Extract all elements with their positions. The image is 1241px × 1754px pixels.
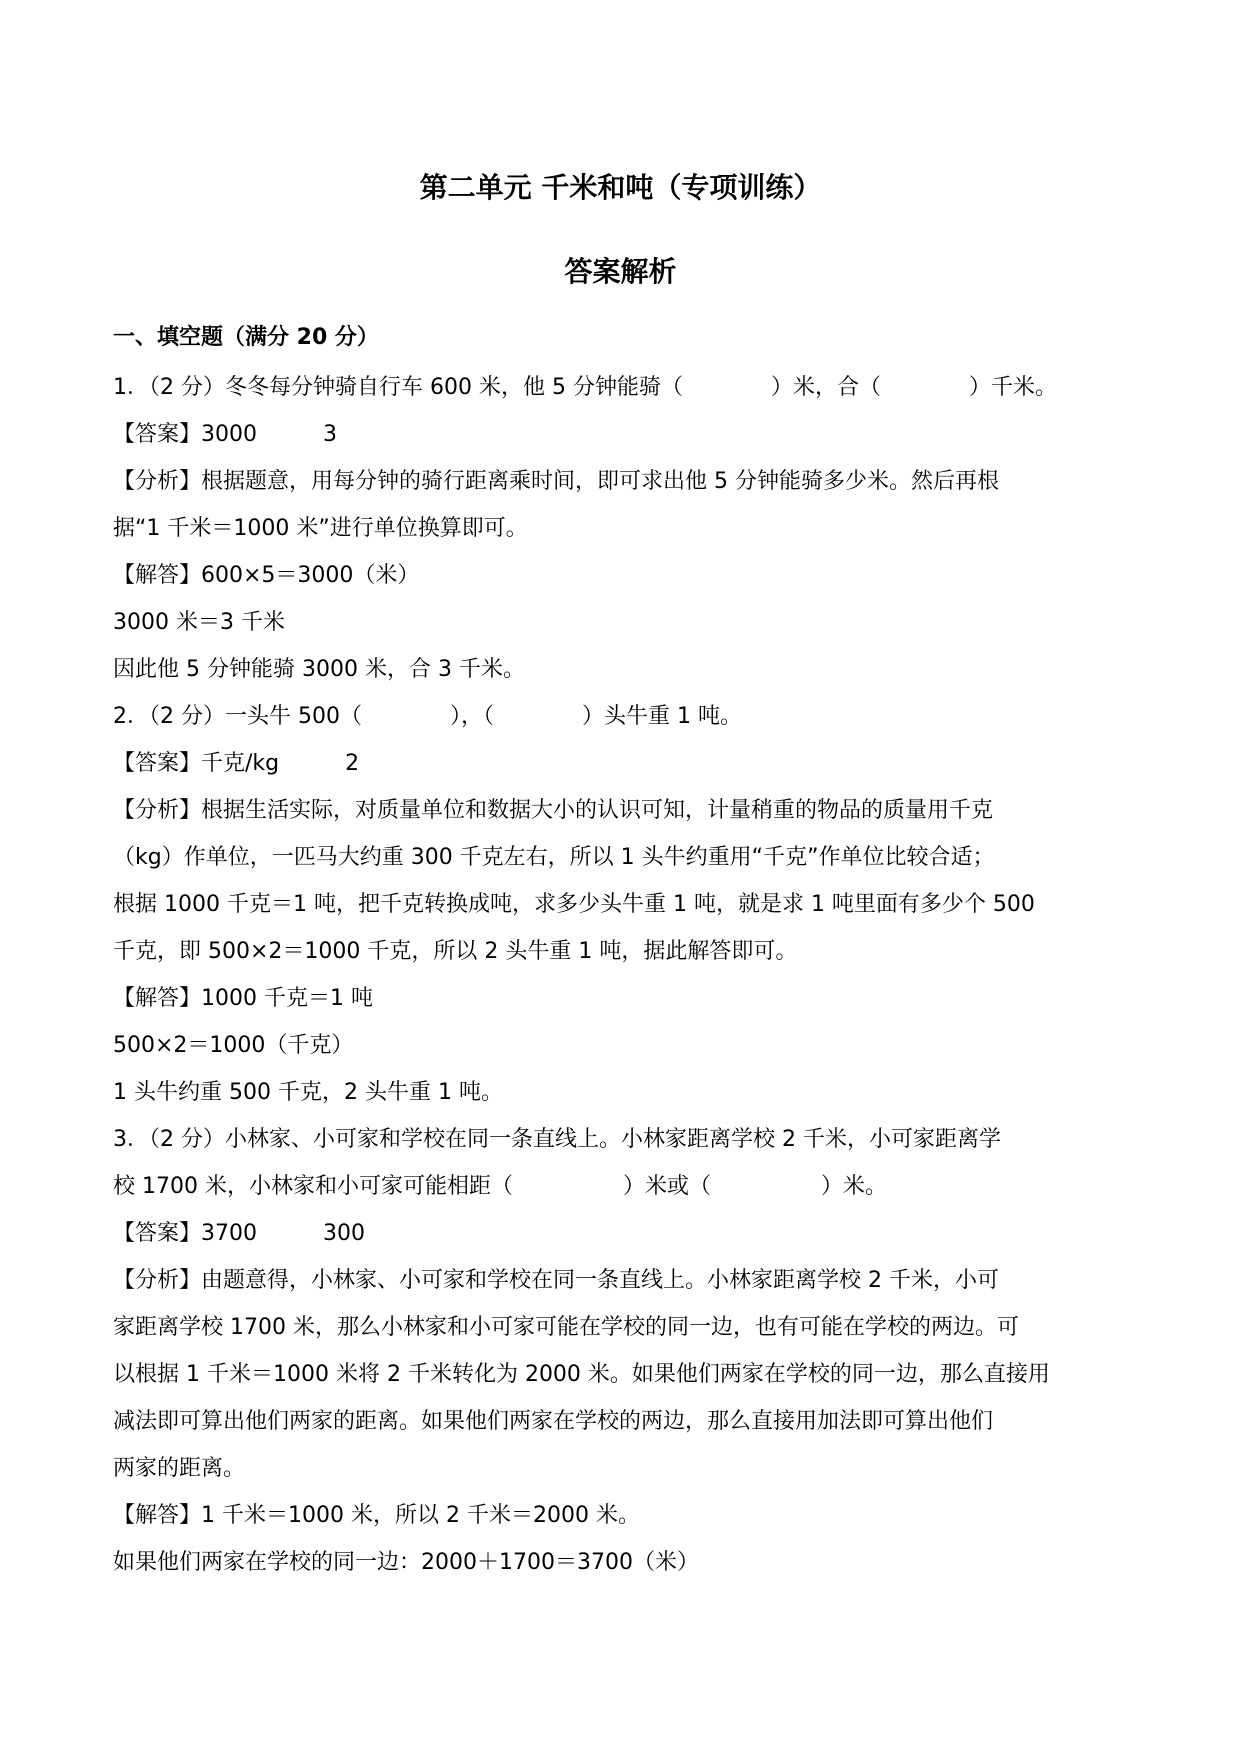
document-body (113, 364, 1133, 1586)
text-line: （kg）作单位，一匹马大约重 300 千克左右，所以 1 头牛约重用“千克”作单位比较合适； (113, 845, 995, 870)
text-line: 校 1700 米，小林家和小可家可能相距（ ）米或（ ）米。 (113, 1174, 887, 1199)
text-line: 500×2＝1000（千克） (113, 1033, 354, 1058)
text-line: 两家的距离。 (113, 1456, 246, 1481)
text-line: 【解答】600×5＝3000（米） (113, 563, 420, 588)
text-line: 家距离学校 1700 米，那么小林家和小可家可能在学校的同一边，也有可能在学校的两边。可 (113, 1315, 1019, 1340)
text-line: 【解答】1000 千克＝1 吨 (113, 986, 373, 1011)
text-line: 【答案】千克/kg 2 (113, 751, 360, 776)
text-line: 减法即可算出他们两家的距离。如果他们两家在学校的两边，那么直接用加法即可算出他们 (113, 1409, 994, 1434)
page-title: 第二单元 千米和吨（专项训练） (419, 171, 822, 204)
section-heading: 一、填空题（满分 20 分） (113, 325, 379, 350)
text-line: 1．（2 分）冬冬每分钟骑自行车 600 米，他 5 分钟能骑（ ）米，合（ ）千米。 (113, 375, 1057, 400)
text-line: 3000 米＝3 千米 (113, 610, 285, 635)
text-line: 【解答】1 千米＝1000 米，所以 2 千米＝2000 米。 (113, 1503, 640, 1528)
text-line: 2．（2 分）一头牛 500（ ），（ ）头牛重 1 吨。 (113, 704, 742, 729)
text-line: 据“1 千米＝1000 米”进行单位换算即可。 (113, 516, 528, 541)
text-line: 如果他们两家在学校的同一边：2000＋1700＝3700（米） (113, 1550, 699, 1575)
text-line: 以根据 1 千米＝1000 米将 2 千米转化为 2000 米。如果他们两家在学校的同一边，那么直接用 (113, 1362, 1050, 1387)
text-line: 3．（2 分）小林家、小可家和学校在同一条直线上。小林家距离学校 2 千米，小可家距离学 (113, 1127, 1001, 1152)
text-line: 千克，即 500×2＝1000 千克，所以 2 头牛重 1 吨，据此解答即可。 (113, 939, 798, 964)
text-line: 【分析】根据题意，用每分钟的骑行距离乘时间，即可求出他 5 分钟能骑多少米。然后再根 (113, 469, 999, 494)
text-line: 【答案】3000 3 (113, 422, 337, 447)
text-line: 1 头牛约重 500 千克，2 头牛重 1 吨。 (113, 1080, 503, 1105)
page-subtitle: 答案解析 (564, 255, 677, 288)
text-line: 【分析】根据生活实际，对质量单位和数据大小的认识可知，计量稍重的物品的质量用千克 (113, 798, 994, 823)
text-line: 因此他 5 分钟能骑 3000 米，合 3 千米。 (113, 657, 525, 682)
text-line: 【答案】3700 300 (113, 1221, 365, 1246)
text-line: 根据 1000 千克＝1 吨，把千克转换成吨，求多少头牛重 1 吨，就是求 1 吨里面有多少个 500 (113, 892, 1035, 917)
text-line: 【分析】由题意得，小林家、小可家和学校在同一条直线上。小林家距离学校 2 千米，小可 (113, 1268, 999, 1293)
